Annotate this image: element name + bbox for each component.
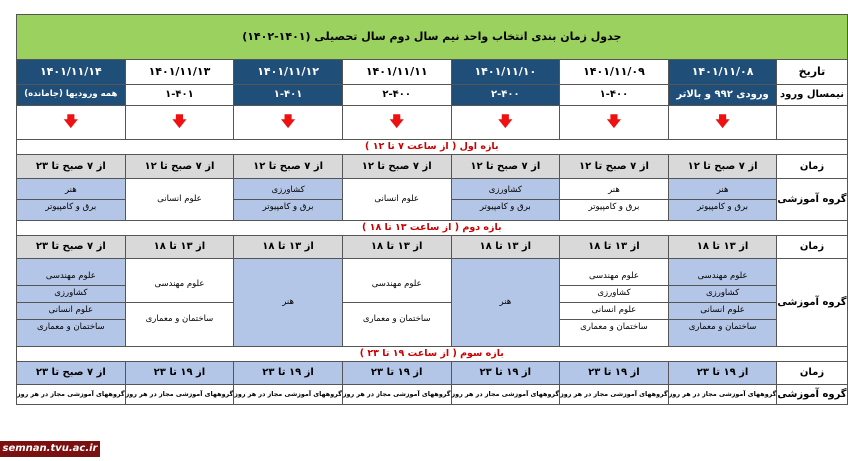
group-item: ساختمان و معماری <box>145 314 214 324</box>
group-cell <box>342 259 451 347</box>
group-cell <box>234 259 343 347</box>
online-cell: گروههای آموزشی مجاز در هر روز <box>17 385 126 405</box>
time-cell: از ۷ صبح تا ۱۲ <box>668 155 777 179</box>
entry-cell: ۲-۴۰۰ <box>342 85 451 106</box>
arrow-down-icon: 🡇 <box>342 106 451 140</box>
date-cell: ۱۴۰۱/۱۱/۱۳ <box>125 60 234 85</box>
label-entry: نیمسال ورود <box>777 85 847 106</box>
date-cell: ۱۴۰۱/۱۱/۱۱ <box>342 60 451 85</box>
time-cell: از ۱۳ تا ۱۸ <box>125 236 234 259</box>
entry-cell: ۱-۴۰۰ <box>560 85 669 106</box>
date-cell: ۱۴۰۱/۱۱/۱۲ <box>234 60 343 85</box>
group-item: علوم مهندسی <box>669 269 777 286</box>
time-cell: از ۱۹ تا ۲۳ <box>234 362 343 385</box>
date-cell: ۱۴۰۱/۱۱/۱۴ <box>17 60 126 85</box>
group-item: هنر <box>560 183 668 200</box>
group-item: علوم مهندسی <box>126 268 234 303</box>
group-item: ساختمان و معماری <box>688 321 757 332</box>
band-2-title: بازه دوم ( از ساعت ۱۳ تا ۱۸ ) <box>17 221 848 236</box>
group-item: علوم مهندسی <box>343 268 451 303</box>
group-item: کشاورزی <box>560 286 668 303</box>
time-cell: از ۱۳ تا ۱۸ <box>451 236 560 259</box>
group-item: ساختمان و معماری <box>362 314 431 324</box>
time-cell: از ۱۳ تا ۱۸ <box>668 236 777 259</box>
label-time: زمان <box>777 362 847 385</box>
time-cell: از ۷ صبح تا ۱۲ <box>560 155 669 179</box>
group-item: ساختمان و معماری <box>36 321 105 332</box>
time-cell: از ۱۳ تا ۱۸ <box>342 236 451 259</box>
table-title: جدول زمان بندی انتخاب واحد نیم سال دوم سال تحصیلی (۱۴۰۱-۱۴۰۲) <box>17 15 848 60</box>
group-cell <box>125 259 234 347</box>
arrow-down-icon: 🡇 <box>451 106 560 140</box>
entry-cell: ۱-۴۰۱ <box>234 85 343 106</box>
group-item: برق و کامپیوتر <box>588 202 640 212</box>
time-cell: از ۷ صبح تا ۱۲ <box>234 155 343 179</box>
band-3-title: بازه سوم ( از ساعت ۱۹ تا ۲۳ ) <box>17 347 848 362</box>
time-cell: از ۱۹ تا ۲۳ <box>451 362 560 385</box>
entry-cell: همه ورودیها (جامانده) <box>17 85 126 106</box>
online-cell: گروههای آموزشی مجاز در هر روز <box>451 385 560 405</box>
schedule-table <box>16 14 848 405</box>
time-cell: از ۷ صبح تا ۱۲ <box>451 155 560 179</box>
group-cell <box>17 179 126 221</box>
band-1-title: بازه اول ( از ساعت ۷ تا ۱۲ ) <box>17 140 848 155</box>
group-item: کشاورزی <box>452 183 560 200</box>
date-cell: ۱۴۰۱/۱۱/۱۰ <box>451 60 560 85</box>
group-item: هنر <box>669 183 777 200</box>
group-cell <box>668 259 777 347</box>
group-item: کشاورزی <box>669 286 777 303</box>
entry-cell: ۲-۴۰۰ <box>451 85 560 106</box>
arrow-spacer <box>777 106 847 140</box>
arrow-down-icon: 🡇 <box>125 106 234 140</box>
group-item: کشاورزی <box>17 286 125 303</box>
label-time: زمان <box>777 236 847 259</box>
group-cell <box>451 259 560 347</box>
time-cell: از ۱۳ تا ۱۸ <box>560 236 669 259</box>
group-cell <box>560 259 669 347</box>
group-item: علوم مهندسی <box>560 269 668 286</box>
label-group: گروه آموزشی <box>777 259 847 347</box>
time-cell: از ۱۹ تا ۲۳ <box>668 362 777 385</box>
online-cell: گروههای آموزشی مجاز در هر روز <box>125 385 234 405</box>
arrow-down-icon: 🡇 <box>668 106 777 140</box>
time-cell: از ۱۹ تا ۲۳ <box>342 362 451 385</box>
group-item: برق و کامپیوتر <box>479 202 531 212</box>
label-group: گروه آموزشی <box>777 179 847 221</box>
label-group: گروه آموزشی <box>777 385 847 405</box>
online-cell: گروههای آموزشی مجاز در هر روز <box>560 385 669 405</box>
entry-cell: ۱-۴۰۱ <box>125 85 234 106</box>
arrow-down-icon: 🡇 <box>17 106 126 140</box>
time-cell: از ۱۹ تا ۲۳ <box>560 362 669 385</box>
online-cell: گروههای آموزشی مجاز در هر روز <box>342 385 451 405</box>
time-cell: از ۷ صبح تا ۱۲ <box>125 155 234 179</box>
date-cell: ۱۴۰۱/۱۱/۰۸ <box>668 60 777 85</box>
group-item: علوم مهندسی <box>17 269 125 286</box>
group-item: علوم انسانی <box>560 303 668 320</box>
online-cell: گروههای آموزشی مجاز در هر روز <box>668 385 777 405</box>
group-item: علوم انسانی <box>669 303 777 320</box>
arrow-down-icon: 🡇 <box>234 106 343 140</box>
group-cell <box>342 179 451 221</box>
label-time: زمان <box>777 155 847 179</box>
time-cell: از ۷ صبح تا ۲۳ <box>17 155 126 179</box>
group-item: علوم انسانی <box>374 193 419 204</box>
time-cell: از ۷ صبح تا ۲۳ <box>17 362 126 385</box>
group-item: برق و کامپیوتر <box>45 202 97 212</box>
group-item: علوم انسانی <box>157 193 202 204</box>
group-item: هنر <box>17 183 125 200</box>
group-item: برق و کامپیوتر <box>697 202 749 212</box>
group-item: برق و کامپیوتر <box>262 202 314 212</box>
group-cell <box>451 179 560 221</box>
time-cell: از ۷ صبح تا ۲۳ <box>17 236 126 259</box>
group-item: علوم انسانی <box>17 303 125 320</box>
date-cell: ۱۴۰۱/۱۱/۰۹ <box>560 60 669 85</box>
time-cell: از ۱۹ تا ۲۳ <box>125 362 234 385</box>
online-cell: گروههای آموزشی مجاز در هر روز <box>234 385 343 405</box>
time-cell: از ۷ صبح تا ۱۲ <box>342 155 451 179</box>
site-watermark: semnan.tvu.ac.ir <box>0 441 100 457</box>
group-cell <box>668 179 777 221</box>
entry-cell: ورودی ۹۹۲ و بالاتر <box>668 85 777 106</box>
label-date: تاریخ <box>777 60 847 85</box>
group-item: هنر <box>282 296 294 307</box>
arrow-down-icon: 🡇 <box>560 106 669 140</box>
group-cell <box>234 179 343 221</box>
group-item: هنر <box>499 296 512 307</box>
group-cell <box>125 179 234 221</box>
group-cell <box>560 179 669 221</box>
time-cell: از ۱۳ تا ۱۸ <box>234 236 343 259</box>
group-item: ساختمان و معماری <box>580 321 648 332</box>
group-cell <box>17 259 126 347</box>
group-item: کشاورزی <box>234 183 342 200</box>
